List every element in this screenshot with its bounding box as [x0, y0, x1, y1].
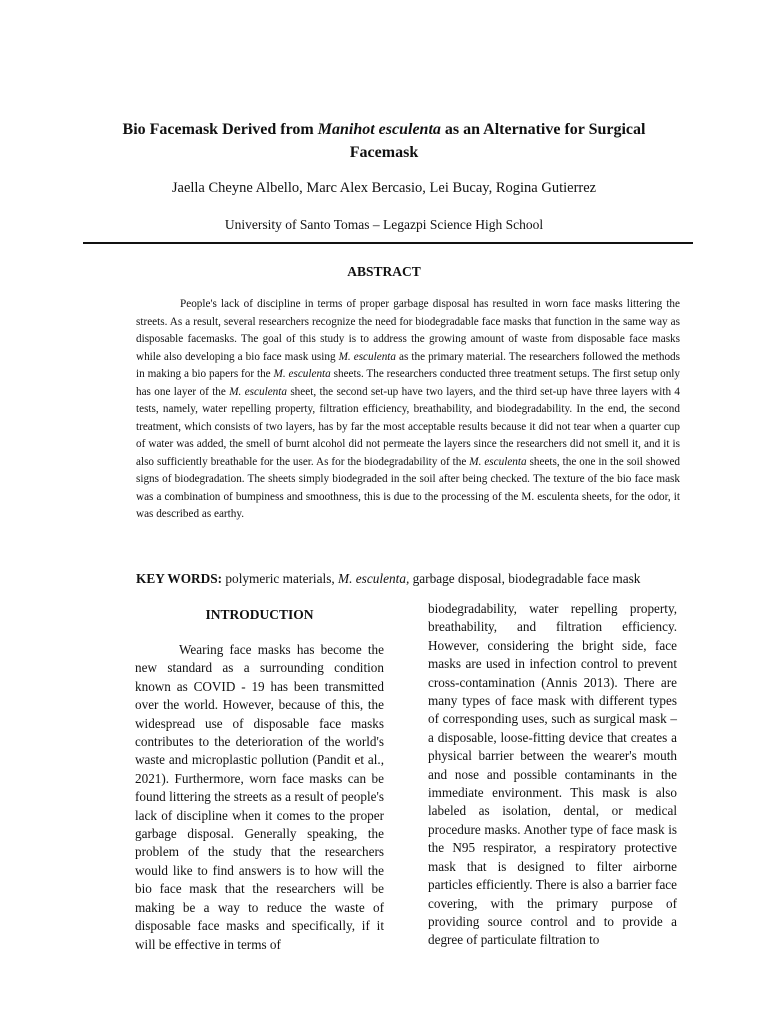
- left-column: [135, 600, 384, 954]
- abstract-italic-3: M. esculenta: [229, 385, 287, 398]
- abstract-heading: ABSTRACT: [347, 264, 421, 279]
- abstract-italic-2: M. esculenta: [273, 368, 331, 380]
- title-part2: as an Alternative for Surgical Facemask: [349, 121, 646, 161]
- right-column: [428, 600, 677, 950]
- keywords-label: KEY WORDS:: [136, 571, 223, 586]
- keywords-text-2: garbage disposal, biodegradable face mask: [409, 571, 641, 586]
- abstract-text-5: sheets, the one in the soil showed signs of biodegradation. The sheets simply biodegraded in the soil after being checked. The texture of the bio face mask was a combination of bumpiness and smoothness, this is due to the processing of the M. esculenta sheets, for the odor, it was described as earthy.: [136, 455, 680, 520]
- abstract-body: [136, 296, 680, 524]
- authors: Jaella Cheyne Albello, Marc Alex Bercasio, Lei Bucay, Rogina Gutierrez: [171, 180, 597, 196]
- keywords-italic: M. esculenta,: [338, 571, 410, 586]
- title-part1: Bio Facemask Derived from: [122, 121, 318, 138]
- abstract-text-2: as the primary material. The researchers followed the methods in making a bio papers for the: [136, 350, 680, 380]
- affiliation: University of Santo Tomas – Legazpi Science High School: [224, 217, 544, 232]
- header-divider: [83, 242, 693, 244]
- abstract-italic-4: M. esculenta: [469, 455, 527, 468]
- abstract-text-4: sheet, the second set-up have two layers, and the third set-up have three layers with 4 tests, namely, water repelling property, filtration efficiency, breathability, and biodegradability. In the end, the second treatment, which consists of two layers, has by far the most acceptable results because it did not tear when a quarter cup of water was added, the smell of burnt alcohol did not permeate the layers since the researchers did not smell it, and it is also sufficiently breathable for the user. As for the biodegradability of the: [136, 385, 680, 468]
- keywords-text-1: polymeric materials,: [222, 571, 339, 586]
- abstract-text-1: People's lack of discipline in terms of proper garbage disposal has resulted in worn face masks littering the streets. As a result, several researchers recognize the need for biodegradable face masks that function in the same way as disposable facemasks. The goal of this study is to address the growing amount of waste from disposable face masks while also developing a bio face mask using: [136, 298, 680, 363]
- title-species: Manihot esculenta: [317, 121, 441, 138]
- introduction-paragraph-left: Wearing face masks has become the new standard as a surrounding condition known as COVID - 19 has been transmitted over the world. However, because of this, the widespread use of disposable face masks contributes to the deterioration of the world's waste and microplastic pollution (Pandit et al., 2021). Furthermore, worn face masks can be found littering the streets as a result of people's lack of discipline when it comes to the proper garbage disposal. Generally speaking, the problem of the study that the researchers would like to find answers is to how will the bio face mask that the researchers will be making be a way to reduce the waste of disposable face masks and specifically, if it will be effective in terms of: [135, 642, 384, 952]
- introduction-heading: INTRODUCTION: [205, 607, 314, 622]
- abstract-italic-1: M. esculenta: [338, 350, 396, 363]
- paper-title: [120, 118, 648, 164]
- abstract-text-3: sheets. The researchers conducted three treatment setups. The first setup only has one layer of the: [136, 368, 680, 398]
- keywords-line: [136, 570, 696, 588]
- introduction-paragraph-right: biodegradability, water repelling property, breathability, and filtration efficiency. However, considering the bright side, face masks are used in infection control to prevent cross-contamination (Annis 2013). There are many types of face mask with different types of corresponding uses, such as surgical mask – a disposable, loose-fitting device that creates a physical barrier between the wearer's mouth and nose and possible contaminants in the immediate environment. This mask is also labeled as isolation, dental, or medical procedure masks. Another type of face mask is the N95 respirator, a respiratory protective mask that is designed to filter airborne particles efficiently. There is also a barrier face covering, with the primary purpose of providing source control and to provide a degree of particulate filtration to: [428, 601, 677, 948]
